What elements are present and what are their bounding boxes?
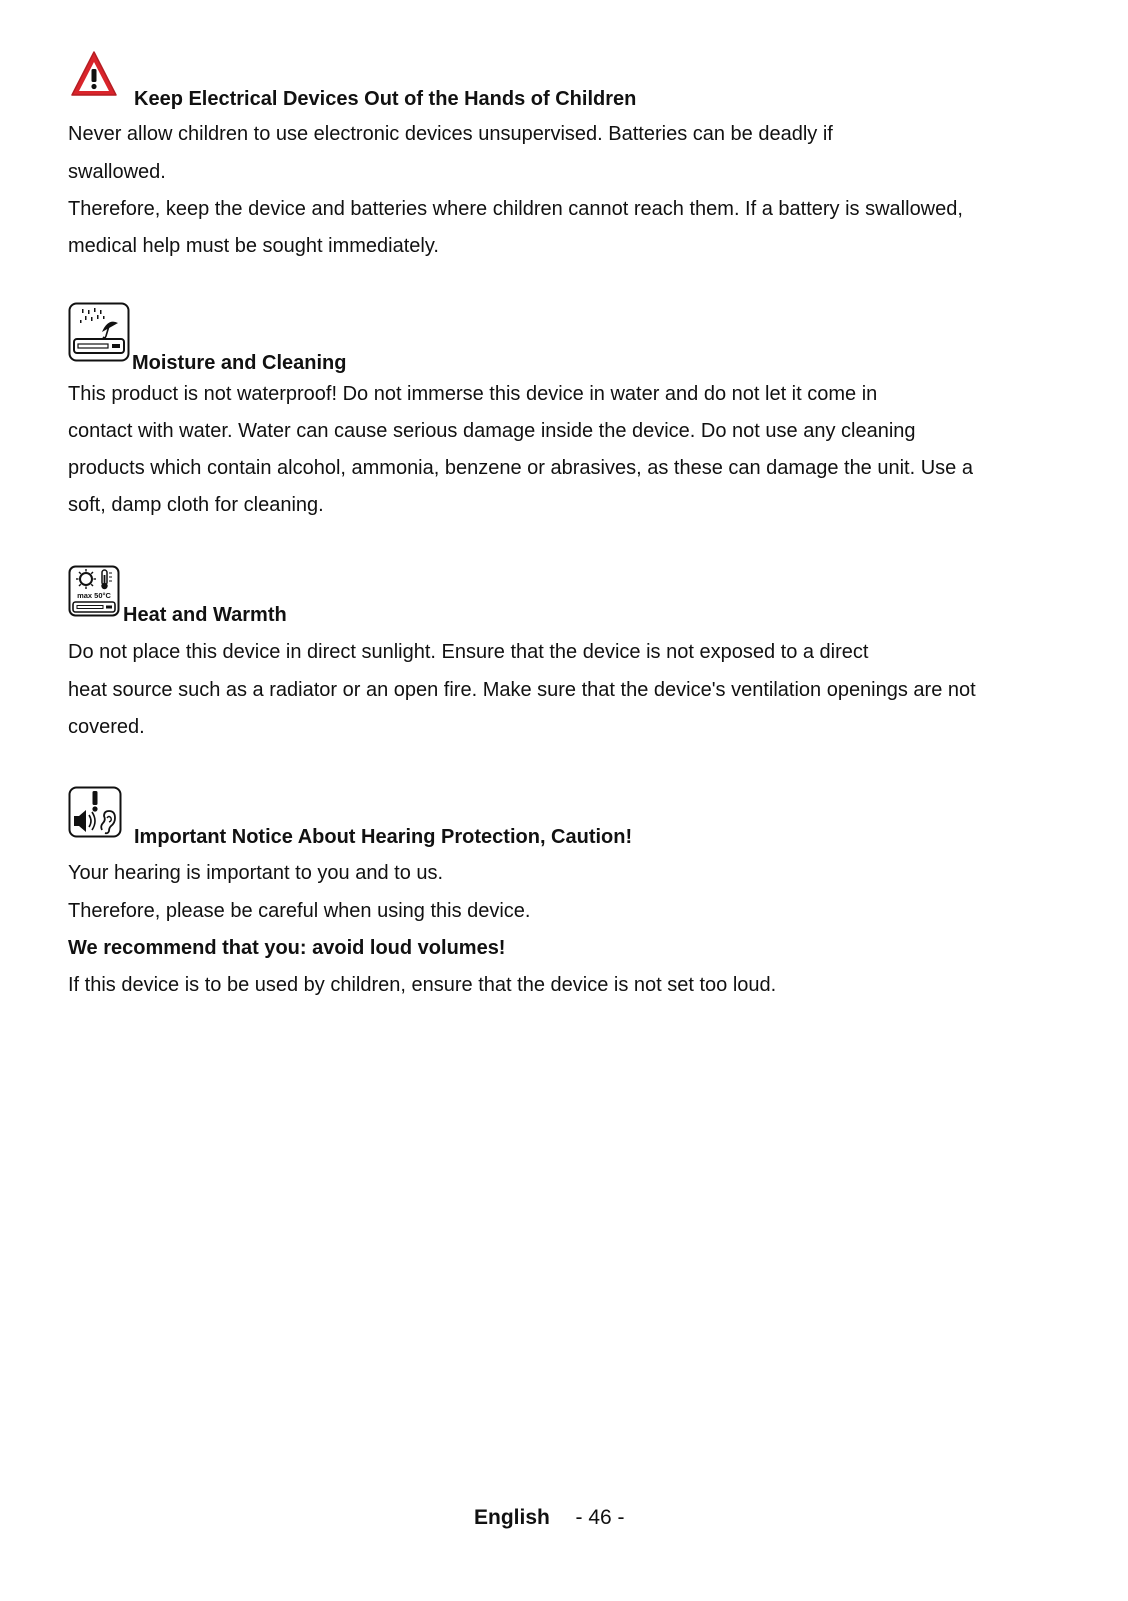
body-line: Your hearing is important to you and to us. [68, 862, 444, 884]
moisture-umbrella-icon [68, 302, 130, 362]
body-line: products which contain alcohol, ammonia, benzene or abrasives, as these can damage the unit. Use a [68, 457, 973, 479]
section-title-children: Keep Electrical Devices Out of the Hands of Children [134, 88, 637, 110]
body-line: medical help must be sought immediately. [68, 235, 439, 257]
body-line: This product is not waterproof! Do not immerse this device in water and do not let it come in [68, 383, 878, 405]
body-line: swallowed. [68, 161, 166, 183]
body-line: covered. [68, 716, 145, 738]
body-line: Therefore, keep the device and batteries where children cannot reach them. If a battery is swallowed, [68, 198, 963, 220]
body-line: soft, damp cloth for cleaning. [68, 494, 324, 516]
hearing-protection-icon [68, 786, 122, 838]
footer-language: English [474, 1506, 550, 1529]
body-line: Never allow children to use electronic devices unsupervised. Batteries can be deadly if [68, 123, 833, 145]
body-line: If this device is to be used by children, ensure that the device is not set too loud. [68, 974, 777, 996]
body-line: heat source such as a radiator or an open fire. Make sure that the device's ventilation openings are not [68, 679, 976, 701]
section-title-moisture: Moisture and Cleaning [132, 352, 347, 374]
page-footer [474, 1505, 625, 1531]
section-title-hearing: Important Notice About Hearing Protection, Caution! [134, 826, 633, 848]
body-line: Do not place this device in direct sunlight. Ensure that the device is not exposed to a direct [68, 641, 869, 663]
recommendation-line: We recommend that you: avoid loud volumes! [68, 937, 506, 959]
footer-page-number: - 46 - [575, 1506, 625, 1529]
heat-sun-thermometer-icon [68, 565, 120, 617]
body-line: Therefore, please be careful when using this device. [68, 900, 531, 922]
section-title-heat: Heat and Warmth [123, 604, 287, 626]
body-line: contact with water. Water can cause serious damage inside the device. Do not use any cleaning [68, 420, 916, 442]
warning-triangle-icon [70, 49, 118, 99]
icon-max-temp-label: max 50°C [77, 591, 111, 600]
